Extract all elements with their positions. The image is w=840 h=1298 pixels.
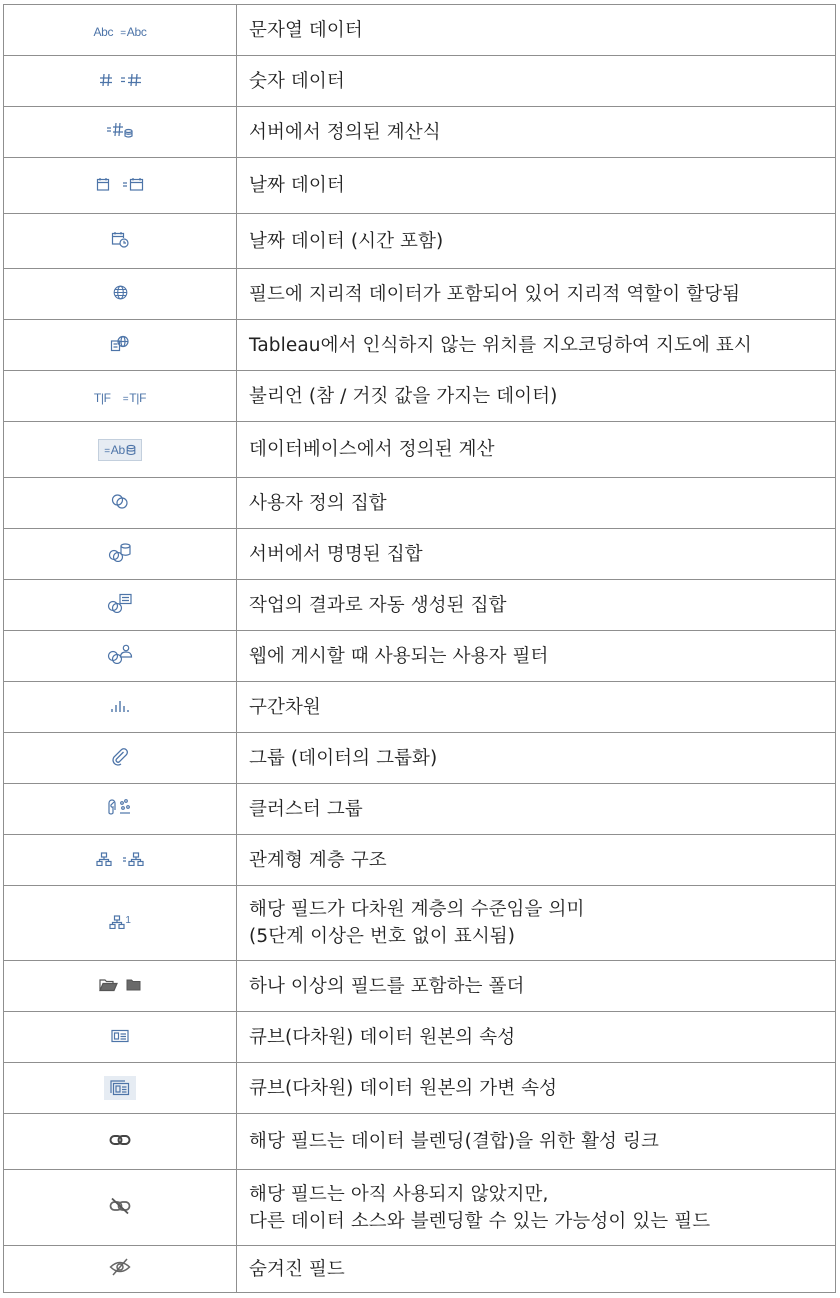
description: 관계형 계층 구조 [237, 835, 836, 886]
table-row [4, 1012, 836, 1063]
description: 큐브(다차원) 데이터 원본의 속성 [237, 1012, 836, 1063]
server-set-icon [108, 542, 132, 562]
table-row [4, 478, 836, 529]
paperclip-icon [110, 746, 130, 766]
table-row [4, 631, 836, 682]
table-row [4, 886, 836, 961]
server-calculation-icon [106, 122, 134, 138]
description: 그룹 (데이터의 그룹화) [237, 733, 836, 784]
description: Tableau에서 인식하지 않는 위치를 지오코딩하여 지도에 표시 [237, 320, 836, 371]
calendar-date-icon [96, 177, 144, 191]
hash-number-icon [99, 73, 142, 87]
description: 숨겨진 필드 [237, 1246, 836, 1293]
folder-icon [99, 978, 141, 992]
icon-cell [4, 56, 237, 107]
description: 필드에 지리적 데이터가 포함되어 있어 지리적 역할이 할당됨 [237, 269, 836, 320]
globe-icon [113, 285, 128, 300]
icon-cell [4, 733, 237, 784]
description: 날짜 데이터 [237, 158, 836, 214]
description-line: 다른 데이터 소스와 블렌딩할 수 있는 가능성이 있는 필드 [249, 1210, 711, 1232]
description: 클러스터 그룹 [237, 784, 836, 835]
icon-cell [4, 835, 237, 886]
description-line: (5단계 이상은 번호 없이 표시됨) [249, 926, 516, 947]
table-row [4, 422, 836, 478]
description: 큐브(다차원) 데이터 원본의 가변 속성 [237, 1063, 836, 1114]
field-icon-legend-table [3, 4, 836, 1293]
database-calculation-icon: =Ab [98, 439, 142, 461]
description: 작업의 결과로 자동 생성된 집합 [237, 580, 836, 631]
table-row [4, 682, 836, 733]
icon-cell [4, 371, 237, 422]
table-row [4, 269, 836, 320]
icon-cell [4, 961, 237, 1012]
cube-attribute-icon [111, 1029, 129, 1043]
description [237, 886, 836, 961]
description: 날짜 데이터 (시간 포함) [237, 214, 836, 269]
icon-cell [4, 1063, 237, 1114]
icon-cell [4, 631, 237, 682]
description: 서버에서 명명된 집합 [237, 529, 836, 580]
icon-cell [4, 580, 237, 631]
cube-variable-attribute-icon [104, 1076, 136, 1100]
table-row [4, 1246, 836, 1293]
table-row [4, 961, 836, 1012]
description: 숫자 데이터 [237, 56, 836, 107]
geocoding-icon [110, 335, 130, 352]
bin-icon [110, 699, 130, 713]
table-row [4, 107, 836, 158]
calendar-clock-icon [111, 231, 129, 248]
table-row [4, 1063, 836, 1114]
set-icon [111, 493, 129, 510]
description: 하나 이상의 필드를 포함하는 폴더 [237, 961, 836, 1012]
cluster-group-icon [108, 798, 132, 816]
table-row [4, 320, 836, 371]
icon-cell [4, 1114, 237, 1170]
description [237, 1170, 836, 1246]
icon-cell [4, 107, 237, 158]
table-row [4, 1170, 836, 1246]
table-row [4, 371, 836, 422]
icon-cell [4, 1170, 237, 1246]
description: 해당 필드는 데이터 블렌딩(결합)을 위한 활성 링크 [237, 1114, 836, 1170]
user-filter-icon [107, 644, 133, 664]
description-line: 해당 필드가 다차원 계층의 수준임을 의미 [249, 899, 585, 920]
table-row [4, 5, 836, 56]
icon-cell [4, 784, 237, 835]
description: 웹에 게시할 때 사용되는 사용자 필터 [237, 631, 836, 682]
icon-cell [4, 682, 237, 733]
abc-string-icon: Abc =Abc [93, 24, 147, 39]
description: 구간차원 [237, 682, 836, 733]
icon-cell [4, 320, 237, 371]
table-row [4, 214, 836, 269]
description: 데이터베이스에서 정의된 계산 [237, 422, 836, 478]
icon-cell [4, 5, 237, 56]
table-row [4, 1114, 836, 1170]
table-row [4, 835, 836, 886]
icon-cell [4, 158, 237, 214]
icon-cell [4, 422, 237, 478]
table-row [4, 158, 836, 214]
hierarchy-level-icon: 1 [109, 915, 130, 929]
boolean-icon: T|F =T|F [93, 390, 147, 405]
icon-cell [4, 269, 237, 320]
icon-cell [4, 478, 237, 529]
description: 사용자 정의 집합 [237, 478, 836, 529]
hidden-eye-icon [109, 1258, 131, 1276]
table-row [4, 56, 836, 107]
icon-cell [4, 214, 237, 269]
computed-set-icon [107, 593, 133, 613]
table-row [4, 529, 836, 580]
icon-cell [4, 1246, 237, 1293]
hierarchy-icon [96, 852, 144, 866]
description: 문자열 데이터 [237, 5, 836, 56]
table-row [4, 784, 836, 835]
icon-cell [4, 529, 237, 580]
table-row [4, 580, 836, 631]
description: 서버에서 정의된 계산식 [237, 107, 836, 158]
description: 불리언 (참 / 거짓 값을 가지는 데이터) [237, 371, 836, 422]
broken-link-icon [109, 1197, 131, 1215]
icon-cell [4, 1012, 237, 1063]
table-row [4, 733, 836, 784]
description-line: 해당 필드는 아직 사용되지 않았지만, [249, 1183, 549, 1205]
link-icon [109, 1133, 131, 1147]
icon-cell [4, 886, 237, 961]
